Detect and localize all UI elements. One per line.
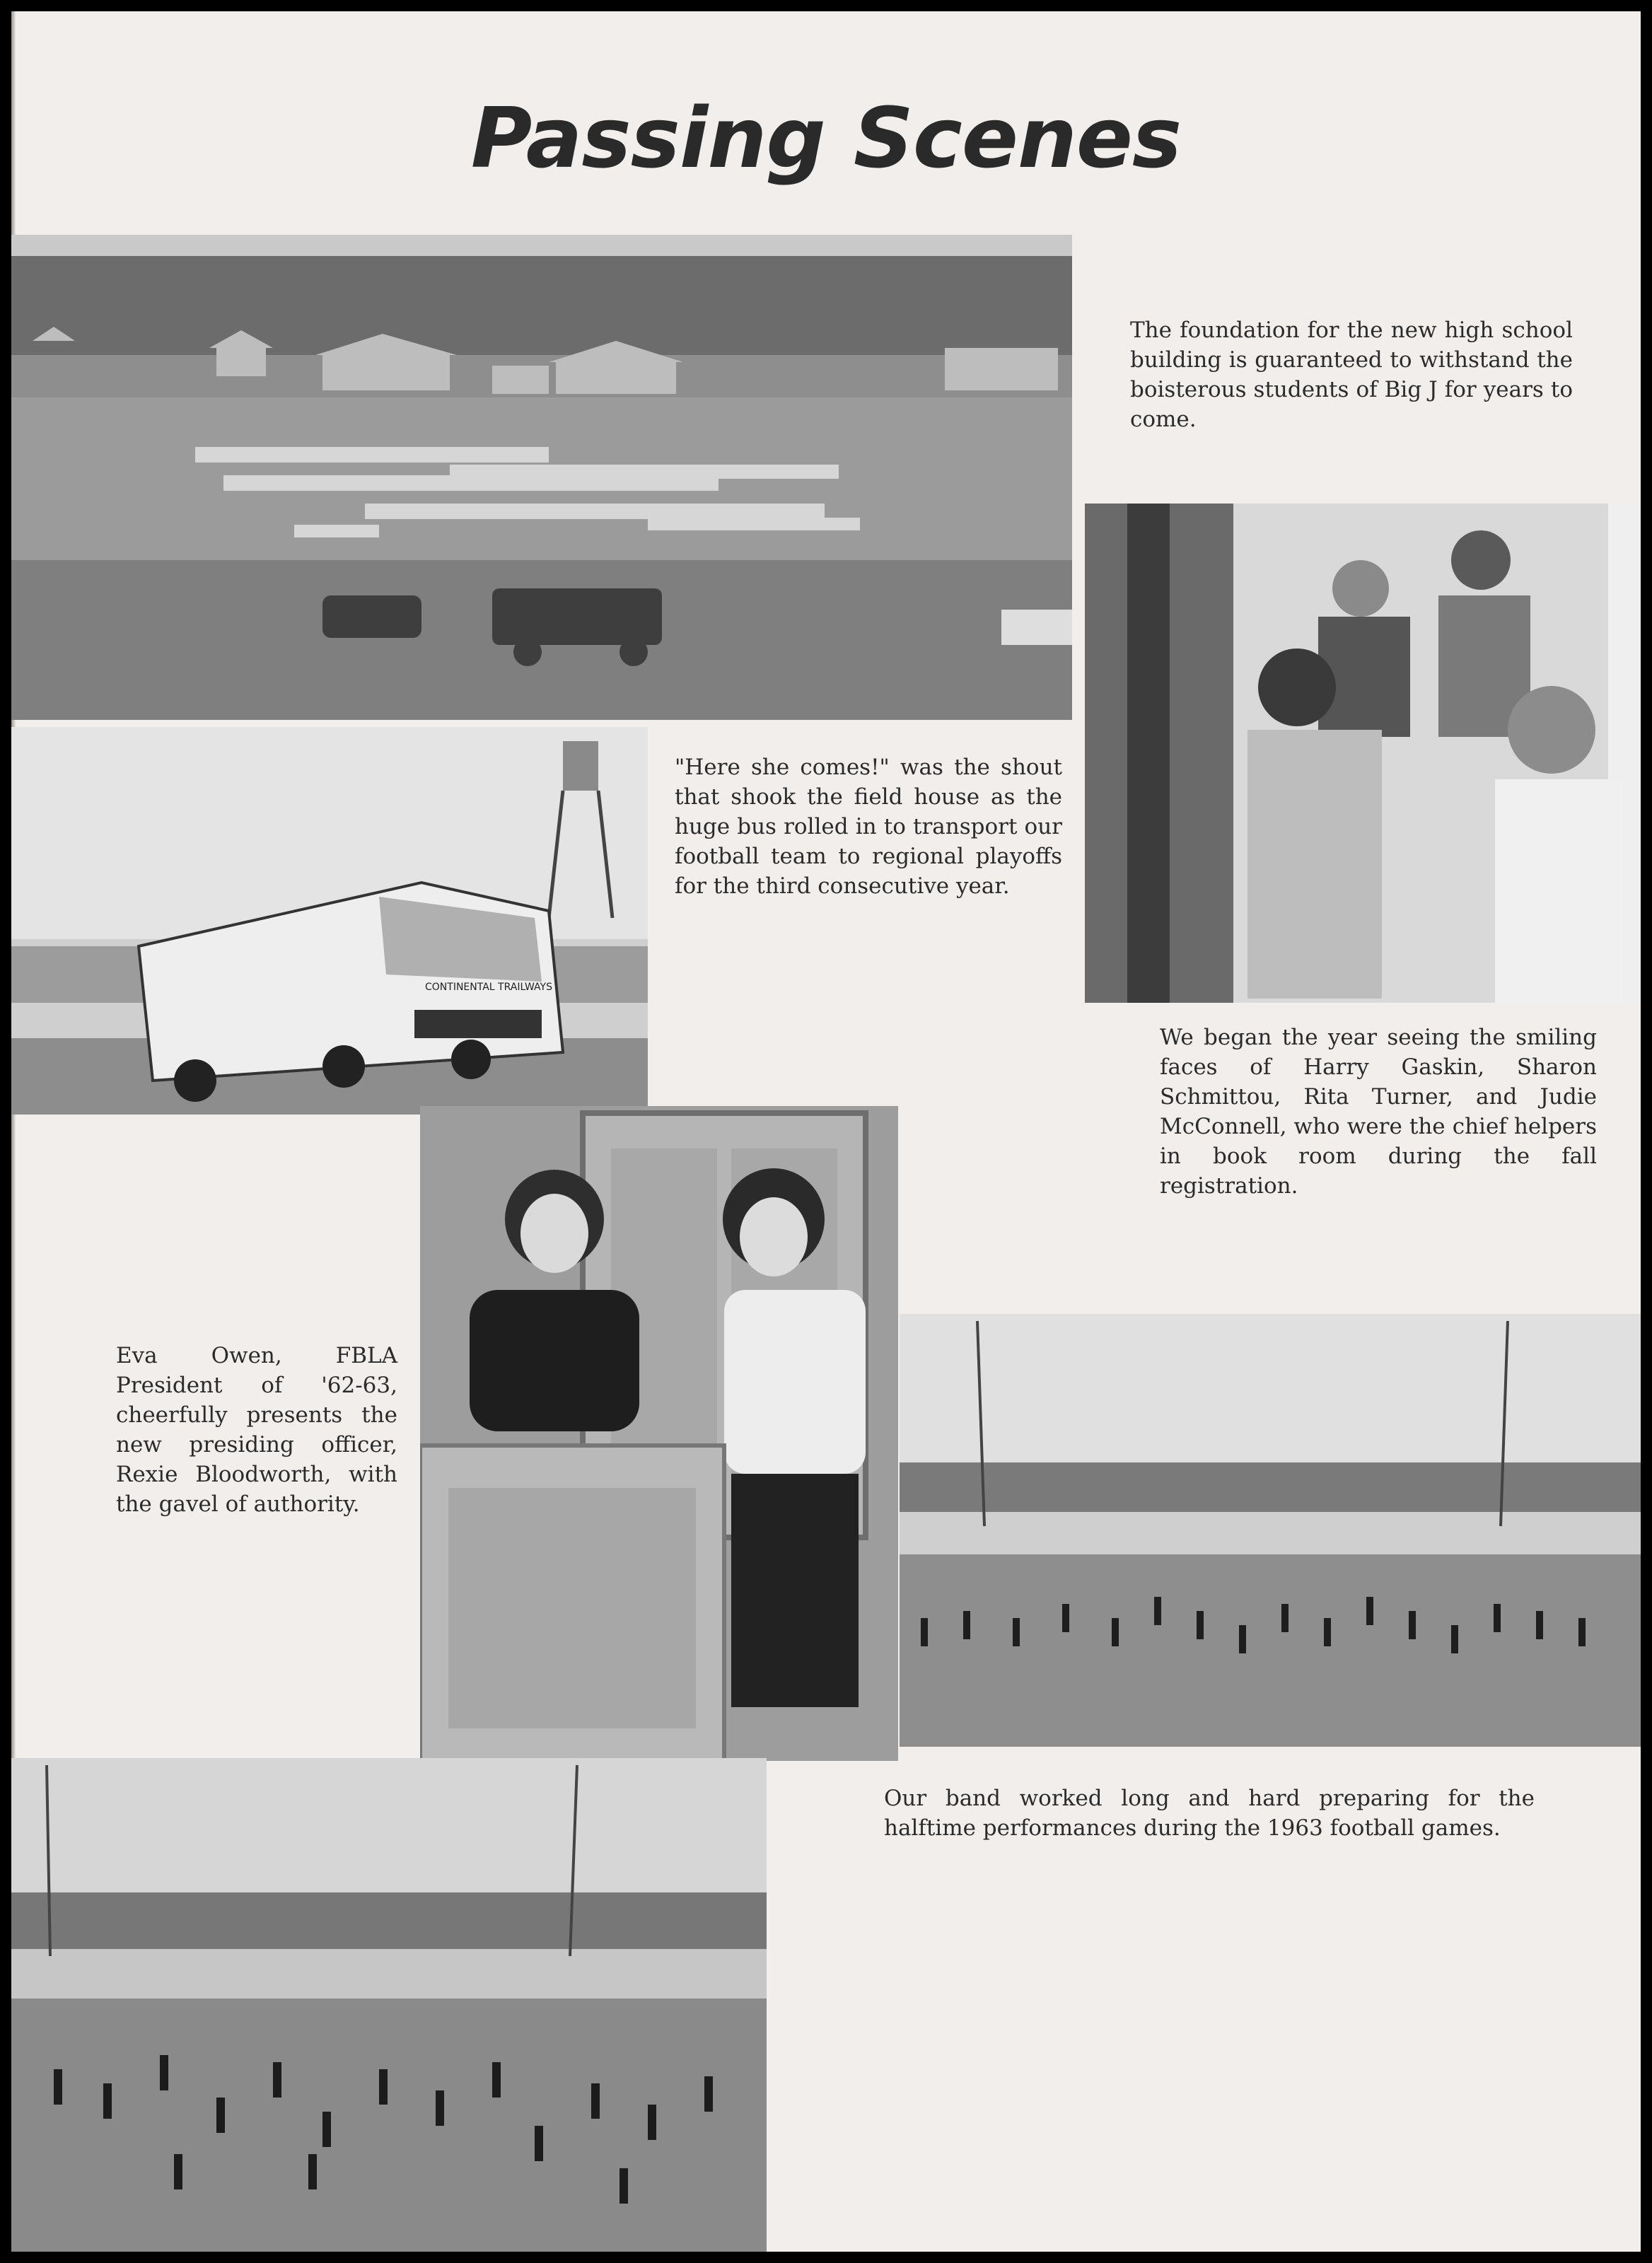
- book-room-caption: We began the year seeing the smiling faces of Harry Gaskin, Sharon Schmittou, Rita Turner, and Judie McConnell, who were the chief helpers in book room during the fall registration.: [1160, 1025, 1597, 1199]
- trailways-bus-photo: [11, 727, 648, 1115]
- page-title: Passing Scenes: [470, 89, 1182, 187]
- band-field-photo-left: [11, 1758, 767, 2252]
- band-caption: Our band worked long and hard preparing for the halftime performances during the 1963 football games.: [884, 1786, 1535, 1841]
- construction-site-photo: [11, 235, 1072, 720]
- fbla-gavel-photo: [420, 1106, 898, 1761]
- foundation-caption: The foundation for the new high school building is guaranteed to withstand the boisterous students of Big J for years to come.: [1130, 318, 1573, 432]
- yearbook-page: [11, 11, 1641, 2252]
- fbla-caption: Eva Owen, FBLA President of '62-63, cheerfully presents the new presiding officer, Rexie Bloodworth, with the gavel of authority.: [116, 1343, 397, 1517]
- book-room-helpers-photo: [1085, 504, 1641, 1003]
- bus-sign-text: CONTINENTAL TRAILWAYS: [425, 982, 552, 993]
- band-field-photo-right: [900, 1314, 1641, 1747]
- bus-caption: "Here she comes!" was the shout that shook the field house as the huge bus rolled in to transport our football team to regional playoffs for the third consecutive year.: [675, 755, 1062, 899]
